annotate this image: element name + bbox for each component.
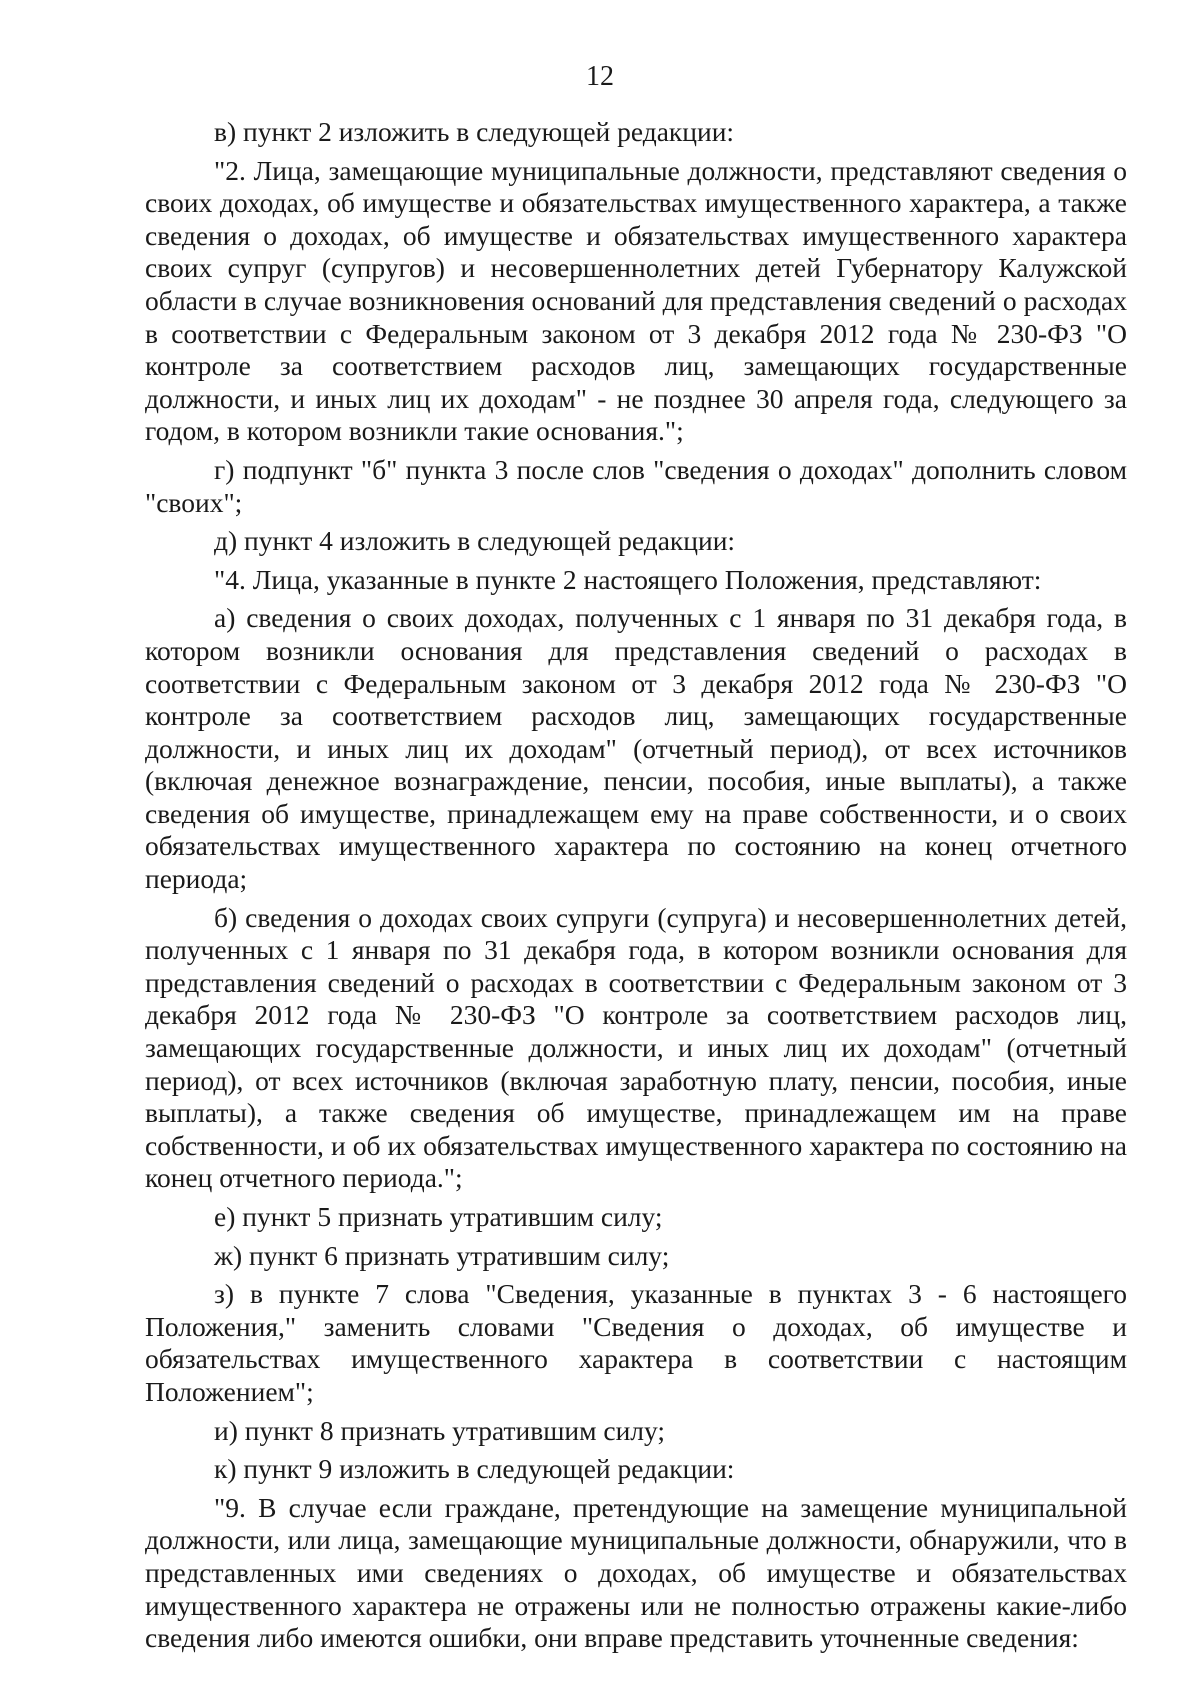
paragraph-z-amend-point-7: з) в пункте 7 слова "Сведения, указанные в пунктах 3 - 6 настоящего Положения," заменить словами "Сведения о доходах, об имуществе и обязательствах имущественного характера в соответствии с настоящим Положением"; (145, 1278, 1127, 1407)
paragraph-v-amend-point-2: в) пункт 2 изложить в следующей редакции: (214, 116, 735, 147)
document-body (145, 116, 1127, 1661)
paragraph-e-repeal-point-5: е) пункт 5 признать утратившим силу; (214, 1201, 663, 1232)
paragraph-g-amend-point-3: г) подпункт "б" пункта 3 после слов "сведения о доходах" дополнить словом "своих"; (145, 453, 1127, 518)
paragraph-point-4-intro: "4. Лица, указанные в пункте 2 настоящего Положения, представляют: (214, 563, 1042, 595)
paragraph-point-4-b: б) сведения о доходах своих супруги (супруга) и несовершеннолетних детей, полученных с 1 января по 31 декабря года, в котором возникли основания для представления сведений о расходах в соответствии с Федеральным законом от 3 декабря 2012 года № 230-ФЗ "О контроле за соответствием расходов лиц, замещающих государственные должности, и иных лиц их доходам" (отчетный период), от всех источников (включая заработную плату, пенсии, пособия, иные выплаты), а также сведения об имуществе, принадлежащем им на праве собственности, и об их обязательствах имущественного характера по состоянию на конец отчетного периода."; (145, 901, 1127, 1194)
paragraph-point-4-a: а) сведения о своих доходах, полученных с 1 января по 31 декабря года, в котором возникли основания для представления сведений о расходах в соответствии с Федеральным законом от 3 декабря 2012 года № 230-ФЗ "О контроле за соответствием расходов лиц, замещающих государственные должности, и иных лиц их доходам" (отчетный период), от всех источников (включая денежное вознаграждение, пенсии, пособия, иные выплаты), а также сведения об имуществе, принадлежащем ему на праве собственности, и о своих обязательствах имущественного характера по состоянию на конец отчетного периода; (145, 602, 1127, 895)
paragraph-d-amend-point-4: д) пункт 4 изложить в следующей редакции: (214, 525, 736, 557)
paragraph-zh-repeal-point-6: ж) пункт 6 признать утратившим силу; (214, 1239, 670, 1271)
page-number: 12 (586, 61, 614, 92)
paragraph-point-9-text: "9. В случае если граждане, претендующие на замещение муниципальной должности, или лица, замещающие муниципальные должности, обнаружили, что в представленных ими сведениях о доходах, об имуществе и обязательствах имущественного характера не отражены или не полностью отражены какие-либо сведения либо имеются ошибки, они вправе представить уточненные сведения: (145, 1491, 1127, 1654)
paragraph-i-repeal-point-8: и) пункт 8 признать утратившим силу; (214, 1414, 666, 1446)
paragraph-k-amend-point-9: к) пункт 9 изложить в следующей редакции: (214, 1453, 735, 1485)
paragraph-point-2-text: "2. Лица, замещающие муниципальные должности, представляют сведения о своих доходах, об имуществе и обязательствах имущественного характера, а также сведения о доходах, об имуществе и обязательствах имущественного характера своих супруг (супругов) и несовершеннолетних детей Губернатору Калужской области в случае возникновения оснований для представления сведений о расходах в соответствии с Федеральным законом от 3 декабря 2012 года № 230-ФЗ "О контроле за соответствием расходов лиц, замещающих государственные должности, и иных лиц их доходам" - не позднее 30 апреля года, следующего за годом, в котором возникли такие основания."; (145, 154, 1127, 447)
